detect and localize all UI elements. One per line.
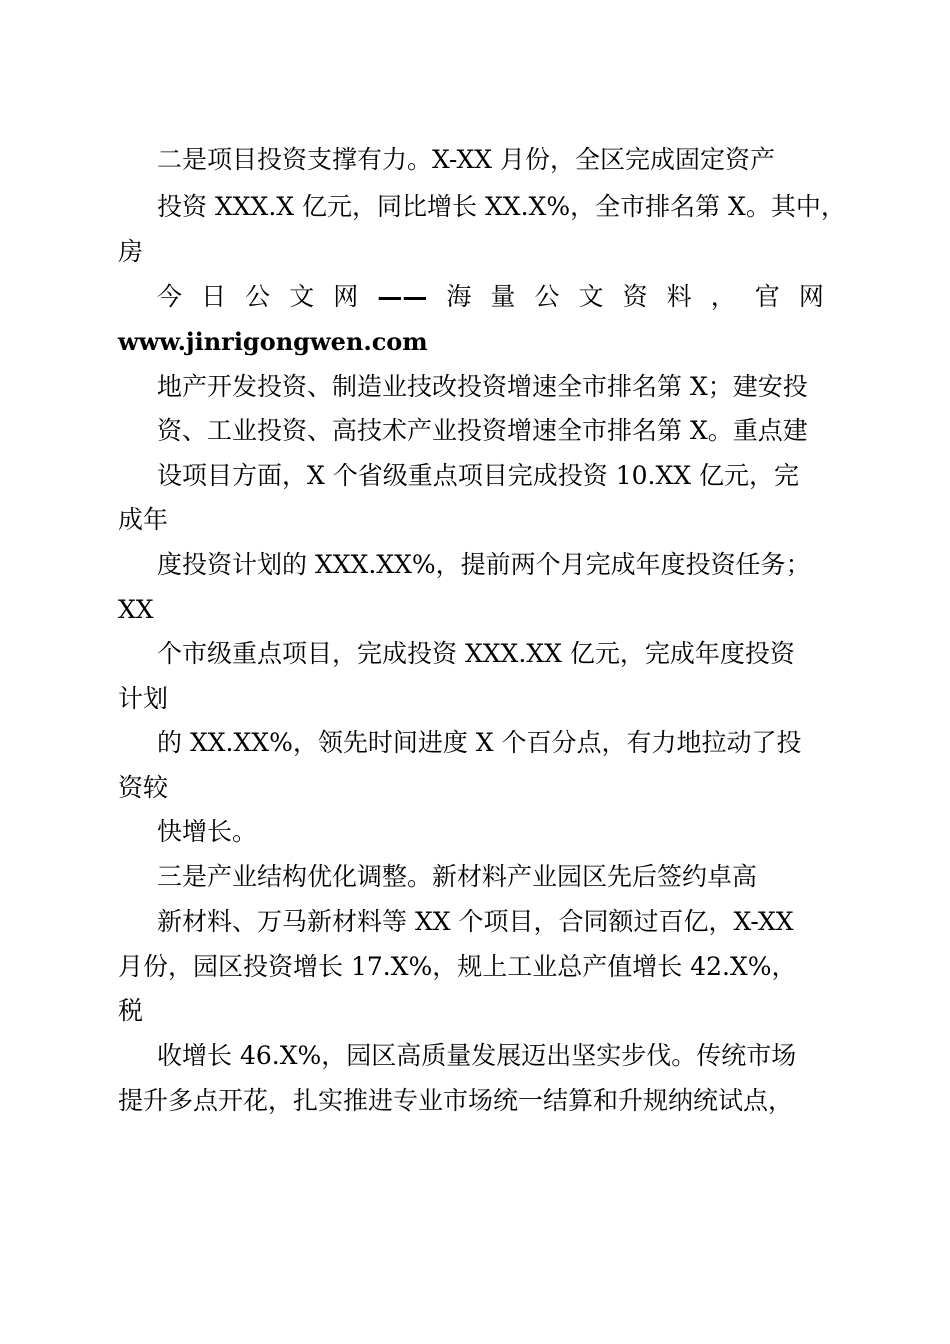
watermark-char: 量: [490, 282, 516, 311]
watermark-dash: ——: [377, 282, 428, 311]
paragraph-line: 投资 XXX.X 亿元，同比增长 XX.X%，全市排名第 X。其中，: [157, 192, 846, 221]
watermark-char: 网: [333, 282, 359, 311]
paragraph-line: 计划: [118, 684, 169, 713]
paragraph-line: 资、工业投资、高技术产业投资增速全市排名第 X。重点建: [157, 416, 808, 445]
paragraph-line: 个市级重点项目，完成投资 XXX.XX 亿元，完成年度投资: [157, 639, 795, 668]
watermark-char: 公: [534, 282, 560, 311]
watermark-char: 料: [666, 282, 692, 311]
paragraph-line: XX: [118, 595, 154, 624]
paragraph-line: 月份，园区投资增长 17.X%，规上工业总产值增长 42.X%，: [118, 952, 797, 981]
watermark-char: 官: [754, 282, 780, 311]
paragraph-line: 二是项目投资支撑有力。X-XX 月份，全区完成固定资产: [157, 145, 776, 174]
watermark-char: 文: [289, 282, 315, 311]
watermark-char: 海: [446, 282, 472, 311]
paragraph-line: 提升多点开花，扎实推进专业市场统一结算和升规纳统试点，: [118, 1086, 794, 1115]
paragraph-line: 度投资计划的 XXX.XX%，提前两个月完成年度投资任务；: [157, 550, 811, 579]
paragraph-line: 三是产业结构优化调整。新材料产业园区先后签约卓高: [157, 862, 758, 891]
paragraph-line: 地产开发投资、制造业技改投资增速全市排名第 X；建安投: [157, 372, 808, 401]
watermark-char: 资: [622, 282, 648, 311]
watermark-char: 文: [578, 282, 604, 311]
watermark-line: [157, 280, 824, 314]
paragraph-line: 收增长 46.X%，园区高质量发展迈出坚实步伐。传统市场: [157, 1041, 797, 1070]
paragraph-line: 房: [118, 237, 144, 266]
watermark-char: ，: [710, 282, 736, 311]
watermark-char: 日: [201, 282, 227, 311]
paragraph-line: 设项目方面，X 个省级重点项目完成投资 10.XX 亿元，完: [157, 461, 799, 490]
paragraph-line: 资较: [118, 773, 169, 802]
watermark-char: 今: [157, 282, 183, 311]
watermark-char: 公: [245, 282, 271, 311]
paragraph-line: 税: [118, 996, 144, 1025]
paragraph-line: 快增长。: [157, 817, 258, 846]
watermark-url[interactable]: www.jinrigongwen.com: [118, 327, 428, 356]
paragraph-line: 的 XX.XX%，领先时间进度 X 个百分点，有力地拉动了投: [157, 728, 802, 757]
paragraph-line: 成年: [118, 505, 169, 534]
watermark-char: 网: [798, 282, 824, 311]
paragraph-line: 新材料、万马新材料等 XX 个项目，合同额过百亿，X-XX: [157, 907, 794, 936]
